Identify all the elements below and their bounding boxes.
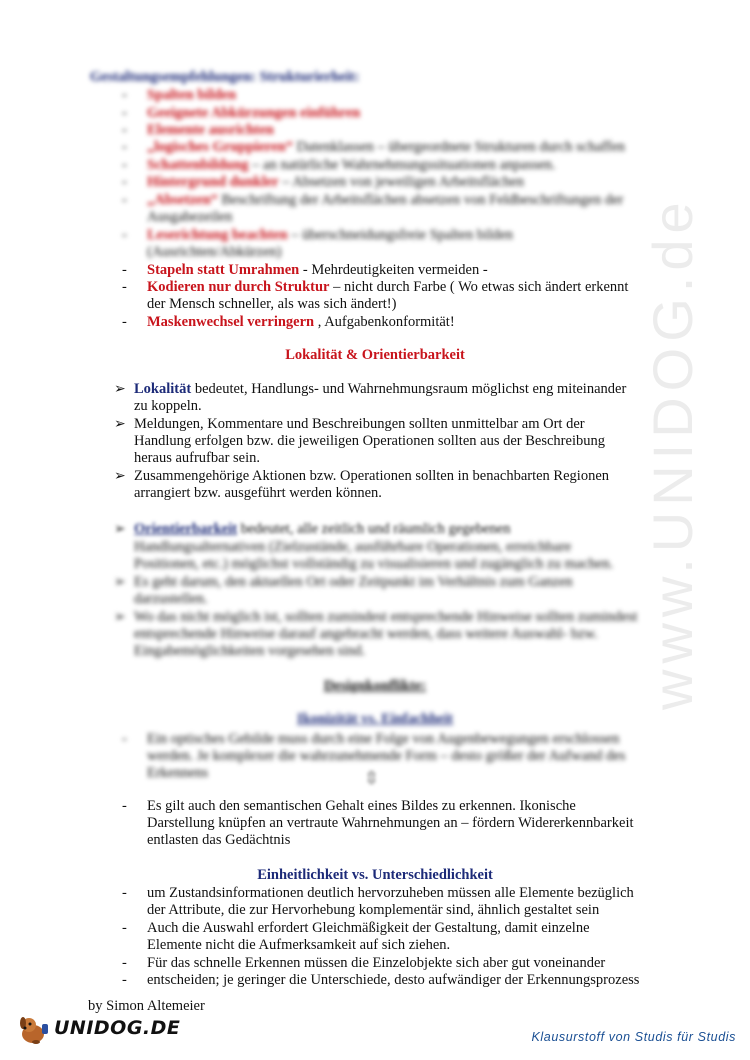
einheit-item-1-line1: Auch die Auswahl erfordert Gleichmäßigkeit der Gestaltung, damit einzelne — [147, 920, 590, 936]
blurred-item-7-cont: (Ausrichten/Abkürzen) — [147, 244, 282, 260]
bullet-lokalitaet-line1: Lokalität bedeutet, Handlungs- und Wahrnehmungsraum möglichst eng miteinander — [134, 381, 627, 397]
bullet-meldungen-line2: Handlung erfolgen bzw. die jeweiligen Operationen sollten aus der Beschreibung — [134, 433, 605, 449]
list-item-maskenwechsel: Maskenwechsel verringern , Aufgabenkonformität! — [147, 314, 455, 330]
bullet-arrow-icon: ➢ — [114, 469, 126, 484]
bullet-zusammen-line1: Zusammengehörige Aktionen bzw. Operationen sollten in benachbarten Regionen — [134, 468, 610, 484]
subsection-title-einheitlichkeit: Einheitlichkeit vs. Unterschiedlichkeit — [257, 867, 493, 883]
blurred-item-7: Leserichtung beachten – überschneidungsfreie Spalten bilden — [147, 227, 514, 243]
dog-mascot-icon — [16, 1012, 52, 1048]
unidog-logo[interactable] — [16, 1012, 181, 1048]
bullet-lokalitaet-line2: zu koppeln. — [134, 398, 202, 414]
blurred-item-4: Schattenbildung – an natürliche Wahrnehmungssituationen anpassen. — [147, 157, 556, 173]
double-arrow-icon: ⇳ — [364, 768, 380, 788]
blurred-item-5: Hintergrund dunkler – Absetzen von jeweiligen Arbeitsflächen — [147, 174, 524, 190]
ikon-line2: Darstellung knüpfen an vertraute Wahrnehmungen an – fördern Widererkennbarkeit — [147, 815, 634, 831]
blurred-item-1: Geeignete Abkürzungen einführen — [147, 105, 361, 121]
bullet-zusammen-line2: arrangiert bzw. ausgeführt werden können. — [134, 485, 382, 501]
footer-tagline: Klausurstoff von Studis für Studis — [531, 1030, 736, 1044]
bullet-arrow-icon: ➢ — [114, 575, 126, 590]
bullet-arrow-icon: ➢ — [114, 522, 126, 537]
blurred-item-0: Spalten bilden — [147, 87, 237, 103]
logo-text: UNIDOG.DE — [54, 1017, 181, 1039]
subsection-title-ikonizitaet: Ikonizität vs. Einfachheit — [297, 711, 453, 727]
section-title-lokalitaet: Lokalität & Orientierbarkeit — [285, 347, 465, 363]
section-title-designkonflikte: Designkonflikte: — [323, 678, 427, 694]
ikon-line3: entlasten das Gedächtnis — [147, 832, 291, 848]
author-credit: by Simon Altemeier — [88, 998, 205, 1014]
einheit-item-1-line2: Elemente nicht die Aufmerksamkeit auf sich ziehen. — [147, 937, 451, 953]
blurred-item-3: „logisches Gruppieren“ Datenklassen – übergeordnete Strukturen durch schaffen — [147, 139, 626, 155]
document-page: www.UNIDOG.de Gestaltungsempfehlungen: Strukturierheit: - Spalten bilden - Geeignete Abkürzungen einführen - Elemente ausrichten - „logisches Gruppieren“ Datenklassen – übergeordnete Strukturen durch schaffen - Schattenbildung – an natürliche Wahrnehmungssituationen anpassen. - Hintergrund dunkler – Absetzen von jeweiligen Arbeitsflächen - „Absetzen“ Beschriftung der Arbeitsflächen absetzen von Feldbeschriftungen der Ausgabezeilen - Leserichtung beachten – überschneidungsfreie Spalten bilden (Ausrichten/Abkürzen) - Stapeln statt Umrahmen - Mehrdeutigkeiten vermeiden - - Kodieren nur durch Struktur – nicht durch Farbe ( Wo etwas sich ändert erkennt der Mensch schneller, als was sich ändert!) - Maskenwechsel verringern , Aufgabenkonformität! Lokalität & Orientierbarkeit ➢ Lokalität bedeutet, Handlungs- und Wahrnehmungsraum möglichst eng miteinander zu koppeln. ➢ Meldungen, Kommentare und Beschreibungen sollten unmittelbar am Ort der Handlung erfolgen bzw. die jeweiligen Operationen sollten aus der Beschreibung heraus aufrufbar sein. ➢ Zusammengehörige Aktionen bzw. Operationen sollten in benachbarten Regionen arrangiert bzw. ausgeführt werden können. ➢ Orientierbarkeit bedeutet, alle zeitlich und räumlich gegebenen Handlungsalternativen (Zielzustände, ausführbare Operationen, erreichbare Positionen, etc.) möglichst vollständig zu visualisieren und zugänglich zu machen. ➢ Es geht darum, den aktuellen Ort oder Zeitpunkt im Verhältnis zum Ganzen darzustellen. ➢ Wo das nicht möglich ist, sollten zumindest entsprechende Hinweise sollten zumindest entsprechende Hinweise darauf angebracht werden, dass weitere Auswahl- bzw. Eingabemöglichkeiten vorgesehen sind. Designkonflikte: Ikonizität vs. Einfachheit - Ein optisches Gebilde muss durch eine Folge von Augenbewegungen erschlossen werden. Je komplexer die wahrzunehmende Form – desto größer der Aufwand des Erkennens ⇳ - Es gilt auch den semantischen Gehalt eines Bildes zu erkennen. Ikonische Darstellung knüpfen an vertraute Wahrnehmungen an – fördern Widererkennbarkeit entlasten das Gedächtnis Einheitlichkeit vs. Unterschiedlichkeit - um Zustandsinformationen deutlich hervorzuheben müssen alle Elemente bezüglich der Attribute, die zur Hervorhebung komplementär sind, ähnlich gestaltet sein - Auch die Auswahl erfordert Gleichmäßigkeit der Gestaltung, damit einzelne Elemente nicht die Aufmerksamkeit auf sich ziehen. - Für das schnelle Erkennen müssen die Einzelobjekte sich aber gut voneinander - entscheiden; je geringer die Unterschiede, desto aufwändiger der Erkennungsprozess by Simon Altemeier UNIDOG.DE Klausurstoff von Studis für Studis — [0, 0, 750, 1060]
einheit-item-0-line2: der Attribute, die zur Hervorhebung komplementär sind, ähnlich gestaltet sein — [147, 902, 600, 918]
einheit-item-2-line1: Für das schnelle Erkennen müssen die Einzelobjekte sich aber gut voneinander — [147, 955, 606, 971]
list-item-kodieren-cont: der Mensch schneller, als was sich ändert!) — [147, 296, 397, 312]
bullet-meldungen-line3: heraus aufrufbar sein. — [134, 450, 261, 466]
einheit-item-3-line1: entscheiden; je geringer die Unterschiede, desto aufwändiger der Erkennungsprozess — [147, 972, 640, 988]
bullet-arrow-icon: ➢ — [114, 610, 126, 625]
blurred-item-2: Elemente ausrichten — [147, 122, 274, 138]
blurred-item-6-cont: Ausgabezeilen — [147, 209, 233, 225]
ikon-line1: Es gilt auch den semantischen Gehalt eines Bildes zu erkennen. Ikonische — [147, 798, 576, 814]
list-item-stapeln: Stapeln statt Umrahmen - Mehrdeutigkeiten vermeiden - — [147, 262, 488, 278]
einheit-item-0-line1: um Zustandsinformationen deutlich hervorzuheben müssen alle Elemente bezüglich — [147, 885, 634, 901]
list-item-kodieren: Kodieren nur durch Struktur – nicht durch Farbe ( Wo etwas sich ändert erkennt — [147, 279, 629, 295]
blurred-item-6: „Absetzen“ Beschriftung der Arbeitsflächen absetzen von Feldbeschriftungen der — [147, 192, 624, 208]
section-heading-strukturiertheit: Gestaltungsempfehlungen: Strukturierheit: — [90, 69, 360, 85]
bullet-arrow-icon: ➢ — [114, 382, 126, 397]
bullet-orient-line1: Orientierbarkeit bedeutet, alle zeitlich und räumlich gegebenen — [134, 521, 511, 537]
watermark-text: www.UNIDOG.de — [641, 196, 704, 710]
bullet-meldungen-line1: Meldungen, Kommentare und Beschreibungen sollten unmittelbar am Ort der — [134, 416, 585, 432]
bullet-arrow-icon: ➢ — [114, 417, 126, 432]
